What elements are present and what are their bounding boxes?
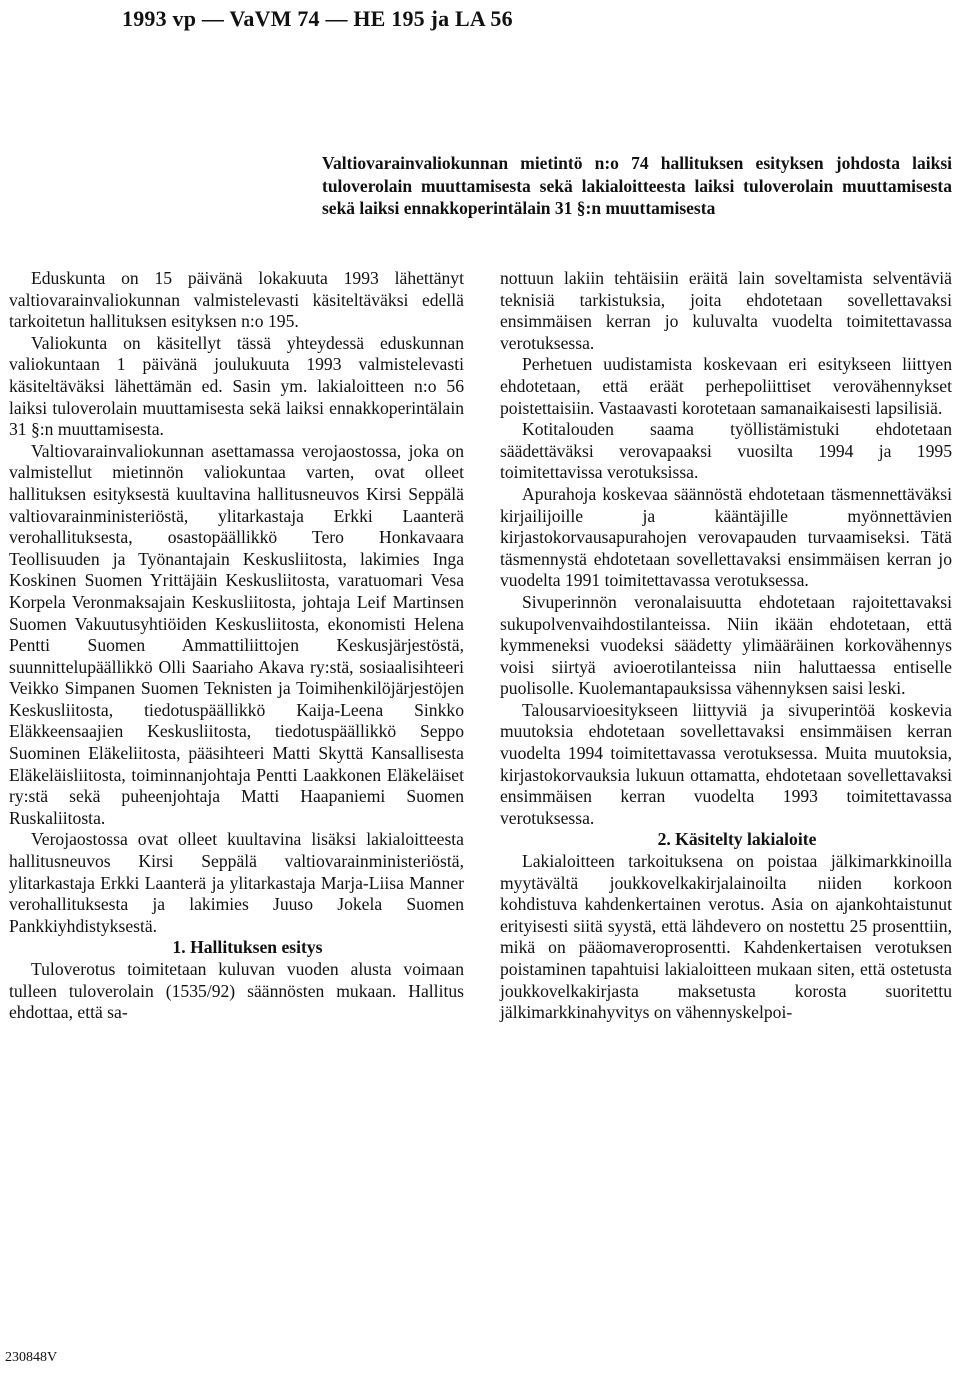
paragraph: Perhetuen uudistamista koskevaan eri esitykseen liittyen ehdotetaan, että eräät perhepoliittiset verovähennykset poistettaisiin. Vastaavasti korotetaan samanaikaisesti lapsilisiä. (500, 354, 952, 418)
paragraph: Kotitalouden saama työllistämistuki ehdotetaan säädettäväksi verovapaaksi vuosilta 1994 ja 1995 toimitettavissa verotuksissa. (500, 419, 952, 483)
right-column (500, 268, 952, 1024)
running-header: 1993 vp — VaVM 74 — HE 195 ja LA 56 (122, 6, 513, 31)
left-column (9, 268, 464, 1024)
paragraph: Valiokunta on käsitellyt tässä yhteydessä eduskunnan valiokuntaan 1 päivänä joulukuuta 1993 valmistelevasti käsiteltäväksi lähettämän ed. Sasin ym. lakialoitteen n:o 56 laiksi tuloverolain muuttamisesta sekä laiksi ennakkoperintälain 31 §:n muuttamisesta. (9, 332, 464, 440)
paragraph: Verojaostossa ovat olleet kuultavina lisäksi lakialoitteesta hallitusneuvos Kirsi Seppälä valtiovarainministeriöstä, ylitarkastaja Erkki Laanterä ja ylitarkastaja Marja-Liisa Manner verohallituksesta ja lakimies Juuso Jokela Suomen Pankkiyhdistyksestä. (9, 829, 464, 936)
paragraph: nottuun lakiin tehtäisiin eräitä lain soveltamista selventäviä teknisiä tarkistuksia, joita ehdotetaan sovellettavaksi ensimmäisen kerran jo kuluvalta vuodelta toimitettavassa verotuksessa. (500, 268, 952, 353)
section-heading: 2. Käsitelty lakialoite (657, 829, 817, 850)
paragraph: Apurahoja koskevaa säännöstä ehdotetaan täsmennettäväksi kirjailijoille ja kääntäjille myönnettävien kirjastokorvausapurahojen verovapauden turvaamiseksi. Tätä täsmennystä ehdotetaan sovellettavaksi ensimmäisen kerran jo vuodelta 1991 toimitettavassa verotuksessa. (500, 483, 952, 591)
paragraph: Lakialoitteen tarkoituksena on poistaa jälkimarkkinoilla myytävältä joukkovelkakirjalainoilta niiden korkoon kohdistuva kahdenkertainen verotus. Asia on ajankohtaistunut erityisesti siitä syystä, että lähdevero on nostettu 25 prosenttiin, mikä on pääomaveroprosentti. Kahdenkertaisen verotuksen poistaminen tapahtuisi lakialoitteen mukaan siten, että ostetusta joukkovelkakirjasta maksetusta korosta suoritettu jälkimarkkinahyvitys on vähennyskelpoi- (500, 851, 952, 1023)
document-code: 230848V (5, 1350, 58, 1365)
paragraph: Sivuperinnön veronalaisuutta ehdotetaan rajoitettavaksi sukupolvenvaihdostilanteissa. Niin ikään ehdotetaan, että kymmeneksi vuodeksi säädetty ylimääräinen korkovähennys voisi siirtyä avioerotilanteissa niin haluttaessa entiselle puolisolle. Kuolemantapauksissa vähennyksen saisi leski. (500, 591, 952, 699)
paragraph: Valtiovarainvaliokunnan asettamassa verojaostossa, joka on valmistellut mietinnön valiokuntaa varten, ovat olleet hallituksen esityksestä kuultavina hallitusneuvos Kirsi Seppälä valtiovarainministeriöstä, ylitarkastaja Erkki Laanterä verohallituksesta, osastopäällikkö Tero Honkavaara Teollisuuden ja Työnantajain Keskusliitosta, lakimies Inga Koskinen Suomen Yrittäjäin Keskusliitosta, varatuomari Vesa Korpela Veronmaksajain Keskusliitosta, johtaja Leif Martinsen Suomen Vakuutusyhtiöiden Keskusliitosta, ekonomisti Helena Pentti Suomen Ammattiliittojen Keskusjärjestöstä, suunnittelupäällikkö Olli Saariaho Akava ry:stä, sosiaalisihteeri Veikko Simpanen Suomen Teknisten ja Toimihenkilöjärjestöjen Keskusliitosta, tiedotuspäällikkö Kaija-Leena Sinkko Eläkkeensaajien Keskusliitosta, tiedotuspäällikkö Seppo Suominen Eläkeliitosta, pääsihteeri Matti Skyttä Kansallisesta Eläkeläisliitosta, toiminnanjohtaja Pentti Laakkonen Eläkeläiset ry:stä sekä puheenjohtaja Matti Haapaniemi Suomen Ruskaliitosta. (9, 440, 464, 828)
report-title: Valtiovarainvaliokunnan mietintö n:o 74 hallituksen esityksen johdosta laiksi tuloverolain muuttamisesta sekä lakialoitteesta laiksi tuloverolain muuttamisesta sekä laiksi ennakkoperintälain 31 §:n muuttamisesta (322, 153, 952, 218)
paragraph: Eduskunta on 15 päivänä lokakuuta 1993 lähettänyt valtiovarainvaliokunnan valmistelevasti käsiteltäväksi edellä tarkoitetun hallituksen esityksen n:o 195. (9, 268, 464, 332)
paragraph: Talousarvioesitykseen liittyviä ja sivuperintöä koskevia muutoksia ehdotetaan sovellettavaksi ensimmäisen kerran vuodelta 1994 toimitettavassa verotuksessa. Muita muutoksia, kirjastokorvauksia lukuun ottamatta, ehdotetaan sovellettavaksi ensimmäisen kerran vuodelta 1993 toimitettavassa verotuksessa. (500, 699, 952, 828)
section-heading: 1. Hallituksen esitys (172, 937, 323, 958)
paragraph: Tuloverotus toimitetaan kuluvan vuoden alusta voimaan tulleen tuloverolain (1535/92) säännösten mukaan. Hallitus ehdottaa, että sa- (9, 959, 464, 1023)
